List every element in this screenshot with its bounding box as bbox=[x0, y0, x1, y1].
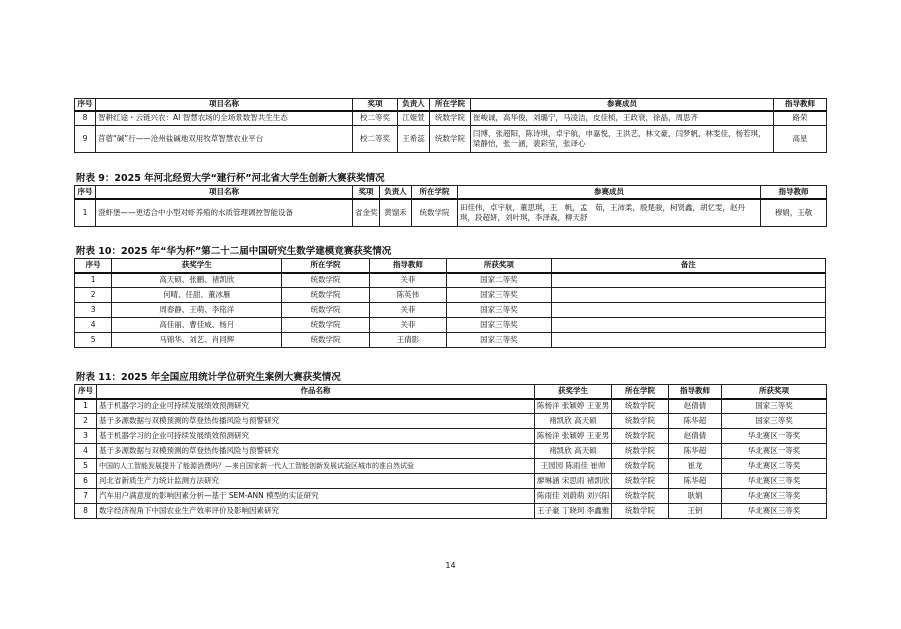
table-row bbox=[75, 111, 827, 126]
header-remarks: 备注 bbox=[551, 259, 826, 273]
table-row bbox=[75, 126, 827, 153]
cell-college: 统数学院 bbox=[282, 303, 369, 318]
cell-award: 华北赛区三等奖 bbox=[722, 504, 827, 519]
cell-leader: 黄馏禾 bbox=[380, 199, 412, 227]
cell-students: 陈杨洋 张颖婷 王亚男 bbox=[535, 429, 612, 444]
header-award: 所获奖项 bbox=[447, 259, 551, 273]
page-number: 14 bbox=[445, 561, 456, 570]
cell-students: 何晴、任甜、董冰雁 bbox=[112, 288, 282, 303]
cell-work-title: 中国的人工智能发展提升了能源消费吗？—来自国家新一代人工智能创新发展试验区城市的准自然试验 bbox=[97, 459, 535, 474]
cell-advisor: 王倩影 bbox=[369, 333, 447, 348]
cell-index: 2 bbox=[75, 414, 97, 429]
cell-index: 2 bbox=[75, 288, 112, 303]
cell-college: 统数学院 bbox=[612, 414, 669, 429]
table-8-continued bbox=[74, 98, 827, 153]
table-11-caption: 附表 11：2025 年全国应用统计学位研究生案例大赛获奖情况 bbox=[76, 372, 341, 383]
cell-index: 1 bbox=[75, 399, 97, 414]
cell-advisor: 穆娟，王敬 bbox=[761, 199, 827, 227]
cell-remarks bbox=[551, 318, 826, 333]
table-9-caption: 附表 9：2025 年河北经贸大学“建行杯”河北省大学生创新大赛获奖情况 bbox=[76, 173, 385, 184]
header-project: 项目名称 bbox=[96, 99, 353, 111]
cell-students: 王子豪 丁晓珂 李鑫雅 bbox=[535, 504, 612, 519]
header-college: 所在学院 bbox=[612, 385, 669, 399]
cell-award: 校二等奖 bbox=[353, 126, 398, 153]
table-row bbox=[75, 444, 827, 459]
cell-work-title: 基于机器学习的企业可持续发展绩效预测研究 bbox=[97, 399, 535, 414]
header-index: 序号 bbox=[75, 99, 96, 111]
header-leader: 负责人 bbox=[398, 99, 430, 111]
header-advisor: 指导教师 bbox=[369, 259, 447, 273]
cell-students: 高天硕、张鹏、褚凯欣 bbox=[112, 273, 282, 288]
cell-members: 闫博，张超阳，陈诗琪，卓宇航，申嘉悦，王洪艺，林文豪，闫梦帆，林雯佳，杨若琪，梁静怡，张一涵，裴彩莹，张译心 bbox=[471, 126, 774, 153]
cell-college: 统数学院 bbox=[612, 429, 669, 444]
cell-leader: 王希蕊 bbox=[398, 126, 430, 153]
cell-award: 国家三等奖 bbox=[722, 399, 827, 414]
cell-advisor: 陈华超 bbox=[669, 444, 722, 459]
cell-college: 统数学院 bbox=[282, 318, 369, 333]
cell-advisor: 崔龙 bbox=[669, 459, 722, 474]
cell-index: 5 bbox=[75, 333, 112, 348]
header-students: 获奖学生 bbox=[112, 259, 282, 273]
cell-project: 澄虾堡——更适合中小型对虾养殖的水质管理调控智能设备 bbox=[96, 199, 353, 227]
cell-index: 6 bbox=[75, 474, 97, 489]
header-index: 序号 bbox=[75, 385, 97, 399]
cell-college: 统数学院 bbox=[612, 459, 669, 474]
table-11 bbox=[74, 384, 827, 519]
cell-college: 统数学院 bbox=[282, 288, 369, 303]
cell-students: 马锦华、刘艺、肖同辉 bbox=[112, 333, 282, 348]
cell-college: 统数学院 bbox=[612, 504, 669, 519]
cell-students: 周春静、王萌、李铭洋 bbox=[112, 303, 282, 318]
cell-members: 崔峻诚，高华俊，刘璐宁，马凌洁，皮佳桢，王政衰，徐晶，周思齐 bbox=[471, 111, 774, 126]
cell-students: 褚凯欣 高天硕 bbox=[535, 444, 612, 459]
cell-college: 统数学院 bbox=[282, 273, 369, 288]
table-row bbox=[75, 399, 827, 414]
header-students: 获奖学生 bbox=[535, 385, 612, 399]
cell-index: 7 bbox=[75, 489, 97, 504]
cell-advisor: 耿娟 bbox=[669, 489, 722, 504]
table-row bbox=[75, 318, 826, 333]
cell-index: 1 bbox=[75, 273, 112, 288]
cell-students: 陈雨佳 刘蔚萌 刘兴阳 bbox=[535, 489, 612, 504]
table-row bbox=[75, 333, 826, 348]
header-project: 项目名称 bbox=[96, 186, 353, 199]
cell-students: 高佳丽、曹佳威、杨月 bbox=[112, 318, 282, 333]
header-award: 奖项 bbox=[353, 186, 380, 199]
cell-college: 统数学院 bbox=[612, 489, 669, 504]
cell-award: 华北赛区二等奖 bbox=[722, 459, 827, 474]
cell-project: 智耕红途・云链兴农：AI 智慧农场的全场景数智共生生态 bbox=[96, 111, 353, 126]
cell-college: 统数学院 bbox=[282, 333, 369, 348]
cell-award: 国家三等奖 bbox=[722, 414, 827, 429]
table-row bbox=[75, 199, 827, 227]
header-college: 所在学院 bbox=[430, 99, 471, 111]
cell-award: 国家三等奖 bbox=[447, 303, 551, 318]
cell-members: 田佳伟，卓宇航，董思琪，王 帆，孟 茹，王沛柔，殷楚骏，柯贤鑫，胡忆雯，赵丹琪，段超妍，刘叶琪，李泽森，柳天舒 bbox=[458, 199, 761, 227]
header-advisor: 指导教师 bbox=[669, 385, 722, 399]
cell-index: 4 bbox=[75, 444, 97, 459]
cell-college: 统数学院 bbox=[430, 126, 471, 153]
header-members: 参赛成员 bbox=[458, 186, 761, 199]
cell-college: 统数学院 bbox=[412, 199, 458, 227]
table-row bbox=[75, 303, 826, 318]
cell-award: 华北赛区三等奖 bbox=[722, 474, 827, 489]
cell-work-title: 数字经济视角下中国农业生产效率评价及影响因素研究 bbox=[97, 504, 535, 519]
cell-college: 统数学院 bbox=[612, 474, 669, 489]
header-advisor: 指导教师 bbox=[761, 186, 827, 199]
cell-index: 3 bbox=[75, 429, 97, 444]
cell-work-title: 基于多源数据与双模预测的草登热传播风险与预警研究 bbox=[97, 444, 535, 459]
cell-advisor: 关菲 bbox=[369, 303, 447, 318]
cell-advisor: 路荣 bbox=[774, 111, 827, 126]
cell-award: 校二等奖 bbox=[353, 111, 398, 126]
table-9 bbox=[74, 185, 827, 227]
cell-award: 国家三等奖 bbox=[447, 288, 551, 303]
table-row bbox=[75, 459, 827, 474]
cell-advisor: 高星 bbox=[774, 126, 827, 153]
header-index: 序号 bbox=[75, 186, 96, 199]
header-members: 参赛成员 bbox=[471, 99, 774, 111]
header-index: 序号 bbox=[75, 259, 112, 273]
cell-index: 8 bbox=[75, 111, 96, 126]
cell-advisor: 王钥 bbox=[669, 504, 722, 519]
table-row bbox=[75, 489, 827, 504]
cell-advisor: 关菲 bbox=[369, 273, 447, 288]
cell-work-title: 基于机器学习的企业可持续发展绩效预测研究 bbox=[97, 429, 535, 444]
header-award: 奖项 bbox=[353, 99, 398, 111]
cell-index: 5 bbox=[75, 459, 97, 474]
cell-college: 统数学院 bbox=[430, 111, 471, 126]
cell-advisor: 陈华超 bbox=[669, 474, 722, 489]
header-award: 所获奖项 bbox=[722, 385, 827, 399]
cell-advisor: 陈华超 bbox=[669, 414, 722, 429]
cell-students: 褚凯欣 高天硕 bbox=[535, 414, 612, 429]
cell-leader: 江姬萱 bbox=[398, 111, 430, 126]
cell-remarks bbox=[551, 273, 826, 288]
table-row bbox=[75, 429, 827, 444]
table-row bbox=[75, 414, 827, 429]
cell-award: 国家三等奖 bbox=[447, 318, 551, 333]
table-10 bbox=[74, 258, 826, 348]
table-10-caption: 附表 10：2025 年“华为杯”第二十二届中国研究生数学建模竞赛获奖情况 bbox=[76, 246, 392, 257]
cell-index: 1 bbox=[75, 199, 96, 227]
cell-award: 华北赛区一等奖 bbox=[722, 444, 827, 459]
cell-students: 廖琳涵 宋思雨 褚凯欣 bbox=[535, 474, 612, 489]
header-college: 所在学院 bbox=[282, 259, 369, 273]
cell-award: 省金奖 bbox=[353, 199, 380, 227]
cell-project: 苜蓿“碱”行——沧州盐碱地双用牧草智慧农业平台 bbox=[96, 126, 353, 153]
cell-students: 陈杨洋 张颖婷 王亚男 bbox=[535, 399, 612, 414]
cell-award: 国家三等奖 bbox=[447, 333, 551, 348]
table-row bbox=[75, 504, 827, 519]
table-row bbox=[75, 474, 827, 489]
header-work-title: 作品名称 bbox=[97, 385, 535, 399]
header-advisor: 指导教师 bbox=[774, 99, 827, 111]
cell-advisor: 赵倩倩 bbox=[669, 399, 722, 414]
cell-advisor: 赵倩倩 bbox=[669, 429, 722, 444]
cell-index: 4 bbox=[75, 318, 112, 333]
cell-advisor: 陈英伟 bbox=[369, 288, 447, 303]
cell-remarks bbox=[551, 333, 826, 348]
cell-index: 9 bbox=[75, 126, 96, 153]
cell-award: 国家二等奖 bbox=[447, 273, 551, 288]
cell-remarks bbox=[551, 303, 826, 318]
cell-index: 8 bbox=[75, 504, 97, 519]
cell-college: 统数学院 bbox=[612, 444, 669, 459]
cell-students: 王园园 陈雨佳 崔帅 bbox=[535, 459, 612, 474]
header-leader: 负责人 bbox=[380, 186, 412, 199]
cell-remarks bbox=[551, 288, 826, 303]
cell-work-title: 河北省新质生产力统计监测方法研究 bbox=[97, 474, 535, 489]
cell-advisor: 关菲 bbox=[369, 318, 447, 333]
cell-award: 华北赛区一等奖 bbox=[722, 429, 827, 444]
table-row bbox=[75, 288, 826, 303]
table-row bbox=[75, 273, 826, 288]
cell-college: 统数学院 bbox=[612, 399, 669, 414]
cell-work-title: 基于多源数据与双模预测的草登热传播风险与预警研究 bbox=[97, 414, 535, 429]
header-college: 所在学院 bbox=[412, 186, 458, 199]
cell-work-title: 汽车用户满意度的影响因素分析—基于 SEM-ANN 模型的实证研究 bbox=[97, 489, 535, 504]
cell-index: 3 bbox=[75, 303, 112, 318]
cell-award: 华北赛区三等奖 bbox=[722, 489, 827, 504]
